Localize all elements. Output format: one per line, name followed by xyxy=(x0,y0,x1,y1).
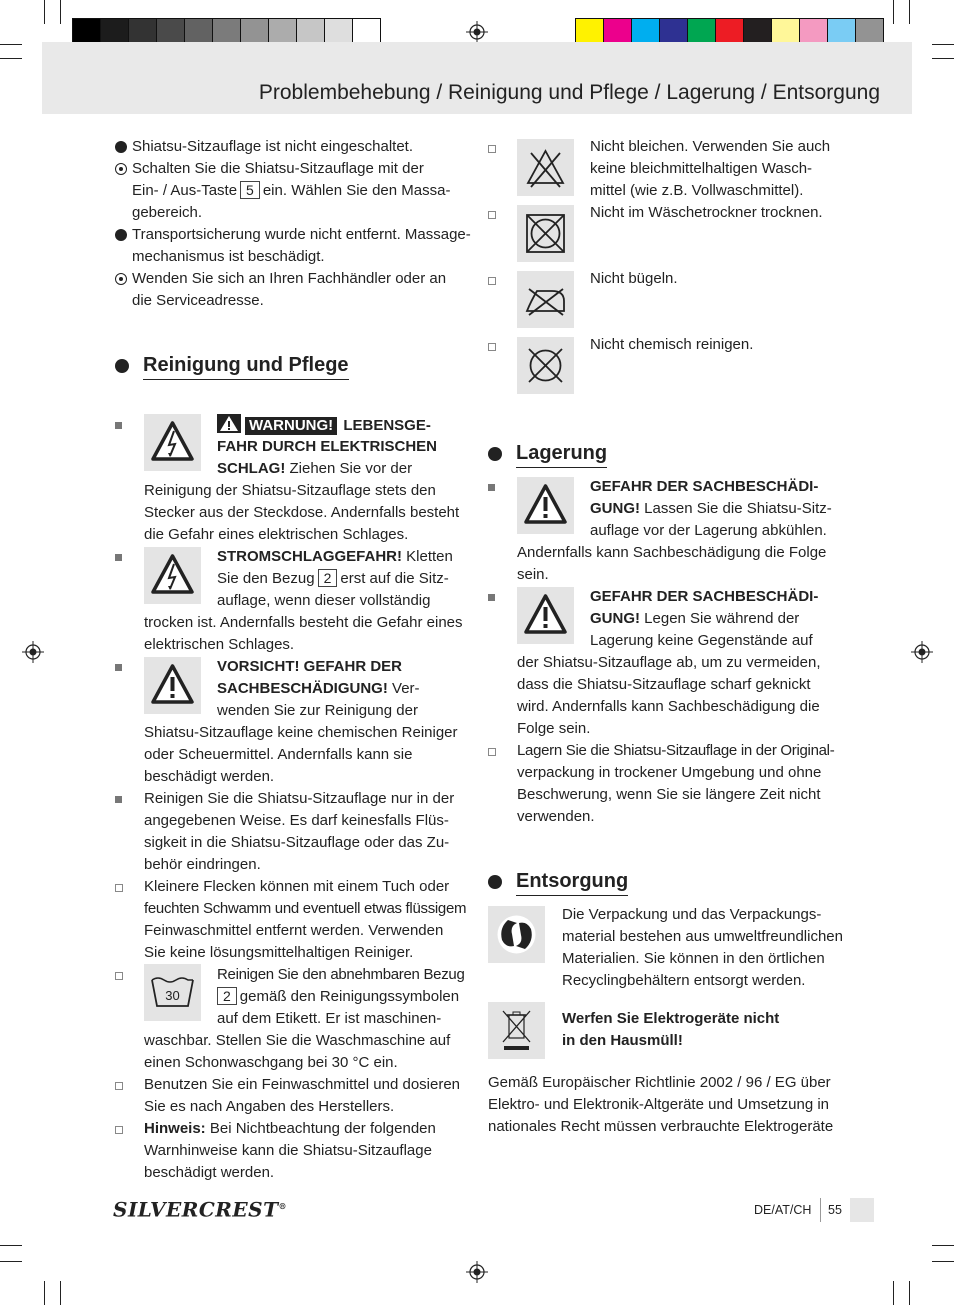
list-bullet-icon xyxy=(115,664,122,671)
problem-bullet-icon xyxy=(115,141,127,153)
care-symbol-item: Nicht bleichen. Verwenden Sie auch keine bleichmittelhaltigen Wasch- mittel (wie z.B. Vollwaschmittel). xyxy=(488,136,840,202)
list-bullet-icon xyxy=(488,277,496,285)
electric-hazard-icon xyxy=(144,547,201,604)
warning-storage-objects: GEFAHR DER SACHBESCHÄDI- GUNG! Legen Sie während der Lagerung keine Gegenstände auf der Shiatsu-Sitzauflage ab, um zu vermeiden, dass die Shiatsu-Sitzauflage scharf geknickt wird. Andernfalls kann Sachbeschädigung die Folge sein. xyxy=(488,586,840,740)
key-reference-box: 2 xyxy=(217,987,237,1005)
solution-item: Schalten Sie die Shiatsu-Sitzauflage mit der xyxy=(115,158,467,180)
solution-item-cont: gebereich. xyxy=(132,204,203,221)
section-heading-cleaning: Reinigung und Pflege xyxy=(115,352,467,380)
directive-text: Gemäß Europäischer Richtlinie 2002 / 96 / EG über Elektro- und Elektronik-Altgeräte und Umsetzung in nationales Recht müssen verbrauchte Elektrogeräte xyxy=(488,1074,834,1135)
key-reference-box: 2 xyxy=(318,569,338,587)
wash-instruction: 30 Reinigen Sie den abnehmbaren Bezug 2 gemäß den Reinigungssymbolen auf dem Etikett. Er ist maschinen- waschbar. Stellen Sie die Waschmaschine auf einen Schonwaschgang bei 30 °C ein. xyxy=(115,964,467,1074)
crop-mark xyxy=(909,0,910,24)
no-dry-clean-icon xyxy=(517,337,574,394)
solution-item: Wenden Sie sich an Ihren Fachhändler oder an xyxy=(115,268,467,290)
list-bullet-icon xyxy=(115,1126,123,1134)
crop-mark xyxy=(0,44,22,45)
solution-item-cont: die Serviceadresse. xyxy=(132,292,264,309)
no-bleach-icon xyxy=(517,139,574,196)
electric-hazard-icon xyxy=(144,414,201,471)
section-heading-disposal: Entsorgung xyxy=(488,868,840,896)
svg-text:30: 30 xyxy=(165,988,180,1003)
warning-electric-shock: WARNUNG! LEBENSGE- FAHR DURCH ELEKTRISCHEN SCHLAG! Ziehen Sie vor der Reinigung der Shiatsu-Sitzauflage stets den Stecker aus der Steckdose. Andernfalls besteht die Gefahr eines elektrischen Schlages. xyxy=(115,414,467,546)
list-bullet-icon xyxy=(115,1082,123,1090)
list-bullet-icon xyxy=(115,884,123,892)
heading-bullet-icon xyxy=(115,359,129,373)
warning-triangle-icon xyxy=(217,414,241,433)
problem-item: Shiatsu-Sitzauflage ist nicht eingeschaltet. xyxy=(115,136,467,158)
brand-logo: SILVERCREST® xyxy=(113,1197,287,1222)
crop-mark xyxy=(0,1261,22,1262)
registration-mark-icon xyxy=(22,641,44,663)
list-bullet-icon xyxy=(488,484,495,491)
list-bullet-icon xyxy=(115,796,122,803)
solution-bullet-icon xyxy=(115,163,127,175)
crop-mark xyxy=(44,1281,45,1305)
crop-mark xyxy=(0,58,22,59)
solution-bullet-icon xyxy=(115,273,127,285)
problem-item-cont: mechanismus ist beschädigt. xyxy=(132,248,325,265)
registration-mark-icon xyxy=(466,21,488,43)
care-symbol-item: Nicht bügeln. xyxy=(488,268,840,334)
crop-mark xyxy=(60,1281,61,1305)
care-symbol-item: Nicht chemisch reinigen. xyxy=(488,334,840,400)
crop-mark xyxy=(893,1281,894,1305)
list-bullet-icon xyxy=(488,748,496,756)
caution-icon xyxy=(144,657,201,714)
crop-mark xyxy=(932,1261,954,1262)
caution-icon xyxy=(517,587,574,644)
crop-mark xyxy=(909,1281,910,1305)
storage-instruction: Lagern Sie die Shiatsu-Sitzauflage in der Original- verpackung in trockener Umgebung und ohne Beschwerung, wenn Sie sie längere Zeit nicht verwenden. xyxy=(488,740,840,828)
crop-mark xyxy=(932,1245,954,1246)
warning-badge: WARNUNG! xyxy=(245,417,337,435)
crop-mark xyxy=(0,1245,22,1246)
list-bullet-icon xyxy=(115,422,122,429)
registration-mark-icon xyxy=(911,641,933,663)
green-dot-recycling-icon xyxy=(488,906,545,963)
solution-item-cont: Ein- / Aus-Taste 5 ein. Wählen Sie den Massa- xyxy=(132,182,451,199)
crop-mark xyxy=(60,0,61,24)
crop-mark xyxy=(893,0,894,24)
hint-note: Hinweis: Bei Nichtbeachtung der folgenden Warnhinweise kann die Shiatsu-Sitzauflage beschädigt werden. xyxy=(115,1118,467,1184)
heading-bullet-icon xyxy=(488,447,502,461)
crop-mark xyxy=(44,0,45,24)
heading-bullet-icon xyxy=(488,875,502,889)
problem-item: Transportsicherung wurde nicht entfernt. Massage- xyxy=(115,224,467,246)
care-symbol-item: Nicht im Wäschetrockner trocknen. xyxy=(488,202,840,268)
weee-disposal: Werfen Sie Elektrogeräte nicht in den Hausmüll! xyxy=(488,1002,840,1072)
list-bullet-icon xyxy=(488,211,496,219)
region-code: DE/AT/CH xyxy=(754,1203,812,1217)
no-tumble-dry-icon xyxy=(517,205,574,262)
warning-property-damage: VORSICHT! GEFAHR DER SACHBESCHÄDIGUNG! Ver- wenden Sie zur Reinigung der Shiatsu-Sitzauflage keine chemischen Reiniger oder Scheuermittel. Andernfalls kann sie beschädigt werden. xyxy=(115,656,467,788)
list-bullet-icon xyxy=(488,343,496,351)
cleaning-instruction: Reinigen Sie die Shiatsu-Sitzauflage nur in der angegebenen Weise. Es darf keinesfalls Flüs- sigkeit in die Shiatsu-Sitzauflage oder das Zu- behör eindringen. xyxy=(115,788,467,876)
problem-bullet-icon xyxy=(115,229,127,241)
right-column xyxy=(488,136,843,1138)
list-bullet-icon xyxy=(115,972,123,980)
page-number: 55 xyxy=(828,1203,842,1217)
crop-mark xyxy=(932,44,954,45)
footer-tab xyxy=(850,1198,874,1222)
warning-storage-cooldown: GEFAHR DER SACHBESCHÄDI- GUNG! Lassen Sie die Shiatsu-Sitz- auflage vor der Lagerung abkühlen. Andernfalls kann Sachbeschädigung die Folge sein. xyxy=(488,476,840,586)
registration-mark-icon xyxy=(466,1261,488,1283)
no-iron-icon xyxy=(517,271,574,328)
footer-divider xyxy=(820,1198,821,1222)
left-column xyxy=(115,136,471,1184)
wash-30-icon xyxy=(144,964,201,1021)
list-bullet-icon xyxy=(115,554,122,561)
list-bullet-icon xyxy=(488,594,495,601)
detergent-instruction: Benutzen Sie ein Feinwaschmittel und dosieren Sie es nach Angaben des Herstellers. xyxy=(115,1074,467,1118)
page-title: Problembehebung / Reinigung und Pflege / Lagerung / Entsorgung xyxy=(258,81,880,104)
crop-mark xyxy=(932,58,954,59)
warning-shock-hazard: STROMSCHLAGGEFAHR! Kletten Sie den Bezug 2 erst auf die Sitz- auflage, wenn dieser vollständig trocken ist. Andernfalls besteht die Gefahr eines elektrischen Schlages. xyxy=(115,546,467,656)
caution-icon xyxy=(517,477,574,534)
list-bullet-icon xyxy=(488,145,496,153)
section-heading-storage: Lagerung xyxy=(488,440,840,468)
packaging-disposal: Die Verpackung und das Verpackungs- material bestehen aus umweltfreundlichen Materialien. Sie können in den örtlichen Recyclingbehältern entsorgt werden. xyxy=(488,904,840,1002)
stain-instruction: Kleinere Flecken können mit einem Tuch oder feuchten Schwamm und eventuell etwas flüssigem Feinwaschmittel entfernt werden. Verwenden Sie keine lösungsmittelhaltigen Reiniger. xyxy=(115,876,467,964)
crossed-bin-icon xyxy=(488,1002,545,1059)
key-reference-box: 5 xyxy=(240,181,260,199)
